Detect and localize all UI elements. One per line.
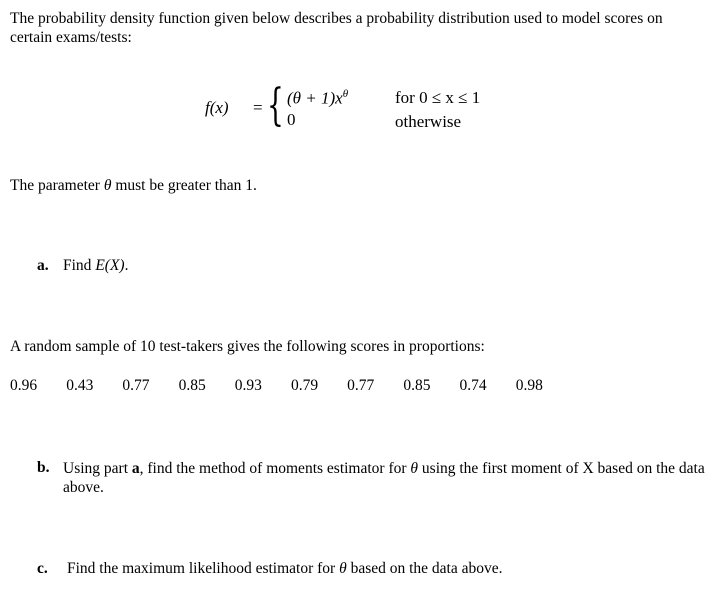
question-b-symbol: θ (410, 460, 419, 477)
question-b-prefix: Using part (63, 460, 132, 477)
question-c-suffix: based on the data above. (346, 560, 503, 577)
question-c-text (67, 560, 503, 578)
score-value: 0.43 (66, 377, 94, 394)
score-value: 0.77 (347, 377, 375, 394)
question-b-text (63, 459, 713, 497)
score-value: 0.79 (290, 377, 319, 394)
formula-case1-condition: for 0 ≤ x ≤ 1 (395, 88, 481, 107)
question-a-expr: E(X) (95, 257, 125, 274)
formula-equals: = (253, 98, 263, 117)
score-value: 0.85 (178, 377, 206, 394)
question-b-letter: b. (37, 459, 50, 476)
scores-row (10, 377, 572, 395)
score-value: 0.93 (234, 377, 262, 394)
formula-brace: { (267, 80, 284, 131)
score-value: 0.77 (122, 377, 150, 394)
score-value: 0.74 (459, 377, 487, 394)
parameter-symbol: θ (103, 177, 112, 194)
formula-case2-condition: otherwise (395, 112, 462, 131)
question-b-mid: , find the method of moments estimator for (139, 460, 411, 477)
question-a-suffix: . (124, 257, 129, 274)
parameter-suffix: must be greater than 1. (111, 177, 257, 194)
formula-case1-exponent: θ (342, 88, 349, 100)
formula-lhs: f(x) (205, 98, 229, 117)
formula-case1 (287, 88, 348, 109)
question-c-letter: c. (37, 560, 48, 577)
question-c-symbol: θ (339, 560, 347, 577)
parameter-statement (10, 177, 257, 195)
formula-case1-expr: (θ + 1)x (287, 88, 343, 108)
score-value: 0.98 (515, 377, 543, 394)
question-a-letter: a. (37, 257, 49, 274)
question-b-ref: a (131, 460, 140, 477)
score-value: 0.96 (10, 377, 38, 394)
score-value: 0.85 (403, 377, 431, 394)
question-c-prefix: Find the maximum likelihood estimator for (67, 560, 340, 577)
sample-description: A random sample of 10 test-takers gives the following scores in proportions: (10, 338, 485, 355)
pdf-formula (205, 80, 565, 144)
question-a-text (63, 257, 128, 275)
question-b-suffix: using the first moment of X based on the data above. (63, 460, 705, 496)
parameter-prefix: The parameter (10, 177, 104, 194)
intro-paragraph: The probability density function given below describes a probability distribution used to model scores on certain exams/tests: (10, 10, 663, 46)
formula-case2: 0 (287, 110, 296, 129)
question-a-prefix: Find (63, 257, 96, 274)
